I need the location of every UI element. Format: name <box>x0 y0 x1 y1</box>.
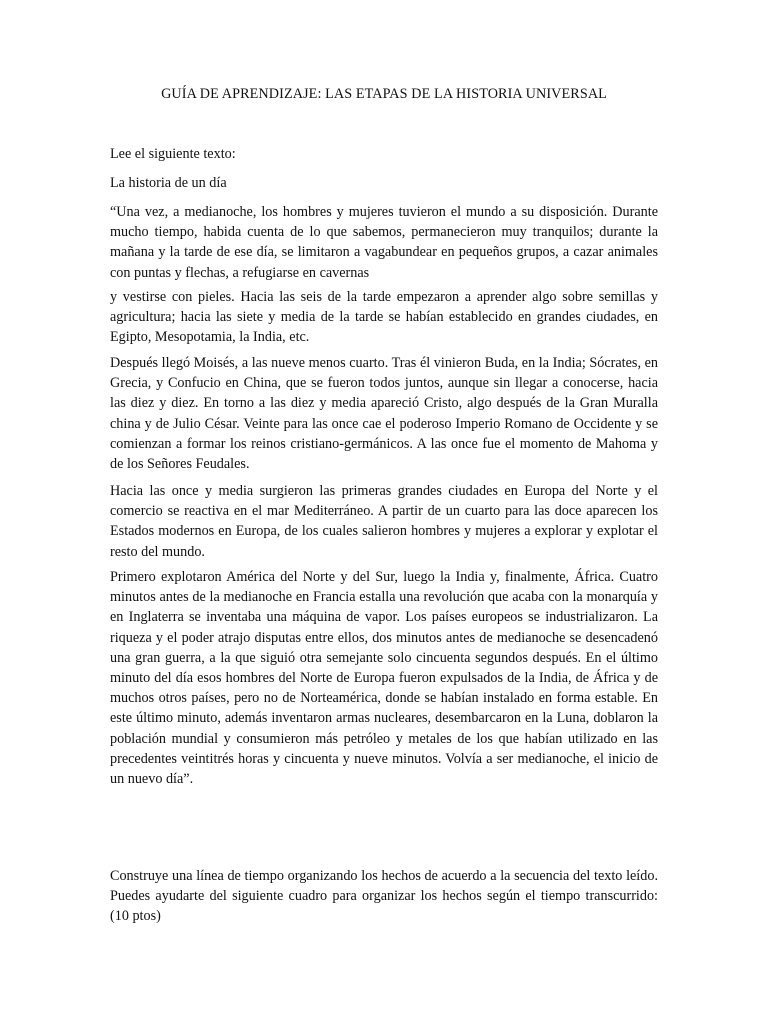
instruction-paragraph <box>110 866 658 927</box>
paragraph-text: y vestirse con pieles. Hacia las seis de la tarde empezaron a aprender algo sobre semillas y agricultura; hacia las siete y media de la tarde se habían establecido en grandes ciudades, en Egipto, Mesopotamia, la India, etc. <box>110 289 658 346</box>
instruction-text: Construye una línea de tiempo organizando los hechos de acuerdo a la secuencia del texto leído. Puedes ayudarte del siguiente cuadro para organizar los hechos según el tiempo transcurrido: (10 ptos) <box>110 868 658 925</box>
paragraph-text: “Una vez, a medianoche, los hombres y mujeres tuvieron el mundo a su disposición. Durante mucho tiempo, habida cuenta de lo que sabemos, permanecieron muy tranquilos; durante la mañana y la tarde de ese día, se limitaron a vagabundear en pequeños grupos, a cazar animales con puntas y flechas, a refugiarse en cavernas <box>110 204 658 281</box>
page-title: GUÍA DE APRENDIZAJE: LAS ETAPAS DE LA HISTORIA UNIVERSAL <box>161 86 607 102</box>
story-title: La historia de un día <box>110 175 227 191</box>
story-paragraph <box>110 353 658 474</box>
paragraph-text: Después llegó Moisés, a las nueve menos cuarto. Tras él vinieron Buda, en la India; Sócrates, en Grecia, y Confucio en China, que se fueron todos juntos, aunque sin llegar a conocerse, hacia las diez y diez. En torno a las diez y media apareció Cristo, algo después de la Gran Muralla china y de Julio César. Veinte para las once cae el poderoso Imperio Romano de Occidente y se comienzan a formar los reinos cristiano-germánicos. A las once fue el momento de Mahoma y de los Señores Feudales. <box>110 355 658 473</box>
story-paragraph <box>110 287 658 348</box>
story-paragraph <box>110 567 658 789</box>
intro-text: Lee el siguiente texto: <box>110 146 236 162</box>
paragraph-text: Primero explotaron América del Norte y del Sur, luego la India y, finalmente, África. Cuatro minutos antes de la medianoche en Francia estalla una revolución que acaba con la monarquía y en Inglaterra se inventaba una máquina de vapor. Los países europeos se industrializaron. La riqueza y el poder atrajo disputas entre ellos, dos minutos antes de medianoche se desencadenó una gran guerra, a la que siguió otra semejante solo cincuenta segundos después. En el último minuto del día esos hombres del Norte de Europa fueron expulsados de la India, de África y de muchos otros países, pero no de Norteamérica, donde se habían instalado en forma estable. En este último minuto, además inventaron armas nucleares, desembarcaron en la Luna, doblaron la población mundial y consumieron más petróleo y metales de los que habían utilizado en las precedentes veintitrés horas y cincuenta y nueve minutos. Volvía a ser medianoche, el inicio de un nuevo día”. <box>110 569 658 788</box>
story-paragraph <box>110 481 658 562</box>
paragraph-text: Hacia las once y media surgieron las primeras grandes ciudades en Europa del Norte y el comercio se reactiva en el mar Mediterráneo. A partir de un cuarto para las doce aparecen los Estados modernos en Europa, de los cuales salieron hombres y mujeres a explorar y explotar el resto del mundo. <box>110 483 658 560</box>
story-paragraph <box>110 202 658 283</box>
